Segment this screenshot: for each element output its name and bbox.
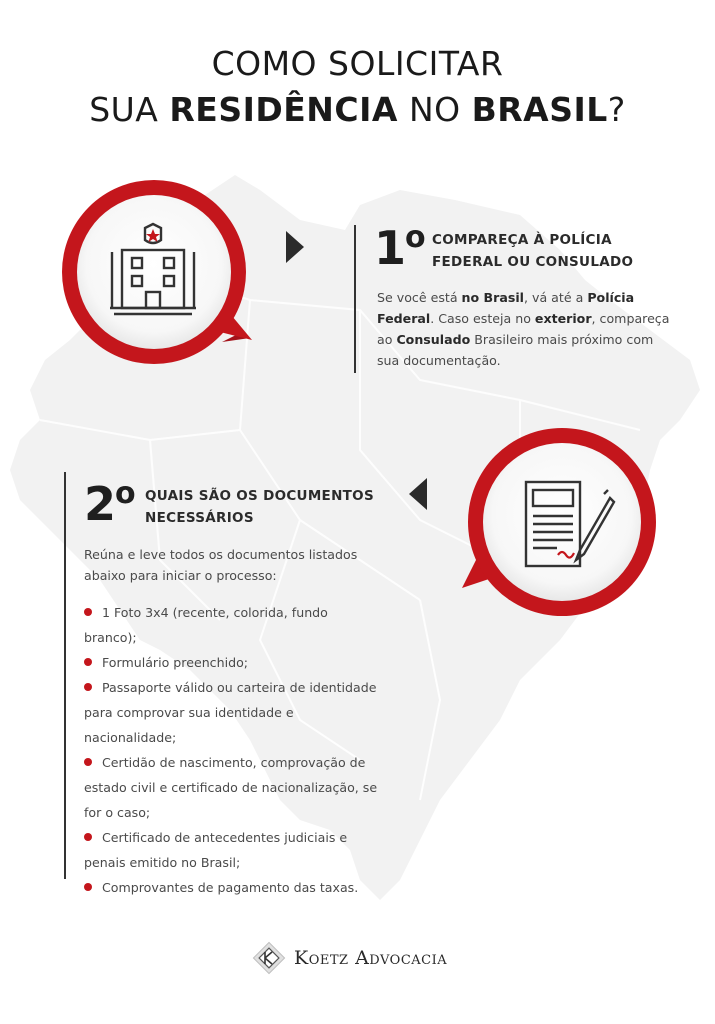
footer-logo — [252, 941, 447, 975]
page-title-line1: COMO SOLICITAR — [211, 44, 504, 83]
step1-arrow — [286, 231, 304, 263]
step2-intro: Reúna e leve todos os documentos listados abaixo para iniciar o processo: — [84, 547, 358, 583]
bullet-icon — [84, 658, 92, 666]
step2-number: 2$^o$ — [84, 476, 135, 531]
step2-title: QUAIS SÃO OS DOCUMENTOS NECESSÁRIOS — [145, 488, 374, 526]
list-item: Certidão de nascimento, comprovação de estado civil e certificado de nacionalização, se for o caso; — [84, 755, 378, 820]
list-item: 1 Foto 3x4 (recente, colorida, fundo branco); — [84, 605, 328, 645]
step1-description: Se você está no Brasil, vá até a Polícia Federal. Caso esteja no exterior, compareça ao Consulado Brasileiro mais próximo com sua documentação. — [377, 290, 670, 368]
list-item: Formulário preenchido; — [84, 650, 384, 675]
list-item: Certificado de antecedentes judiciais e penais emitido no Brasil; — [84, 830, 348, 870]
list-item: Passaporte válido ou carteira de identidade para comprovar sua identidade e nacionalidade; — [84, 680, 377, 745]
step2-badge — [452, 428, 662, 628]
brand-name: Koetz Advocacia — [294, 947, 448, 969]
step1-number: 1$^o$ — [374, 220, 425, 275]
bullet-icon — [84, 683, 92, 691]
bullet-icon — [84, 833, 92, 841]
koetz-diamond-logo-icon — [252, 941, 286, 975]
step1-badge — [62, 180, 262, 380]
step1-title: COMPAREÇA À POLÍCIA FEDERAL OU CONSULADO — [432, 232, 634, 270]
bullet-icon — [84, 608, 92, 616]
bullet-icon — [84, 758, 92, 766]
documents-list — [84, 600, 384, 900]
step2-arrow — [409, 478, 427, 510]
list-item: Comprovantes de pagamento das taxas. — [84, 875, 384, 900]
step2-divider — [64, 472, 66, 879]
page-title-line2: SUA RESIDÊNCIA NO BRASIL? — [89, 90, 626, 129]
bullet-icon — [84, 883, 92, 891]
step1-divider — [354, 225, 356, 373]
